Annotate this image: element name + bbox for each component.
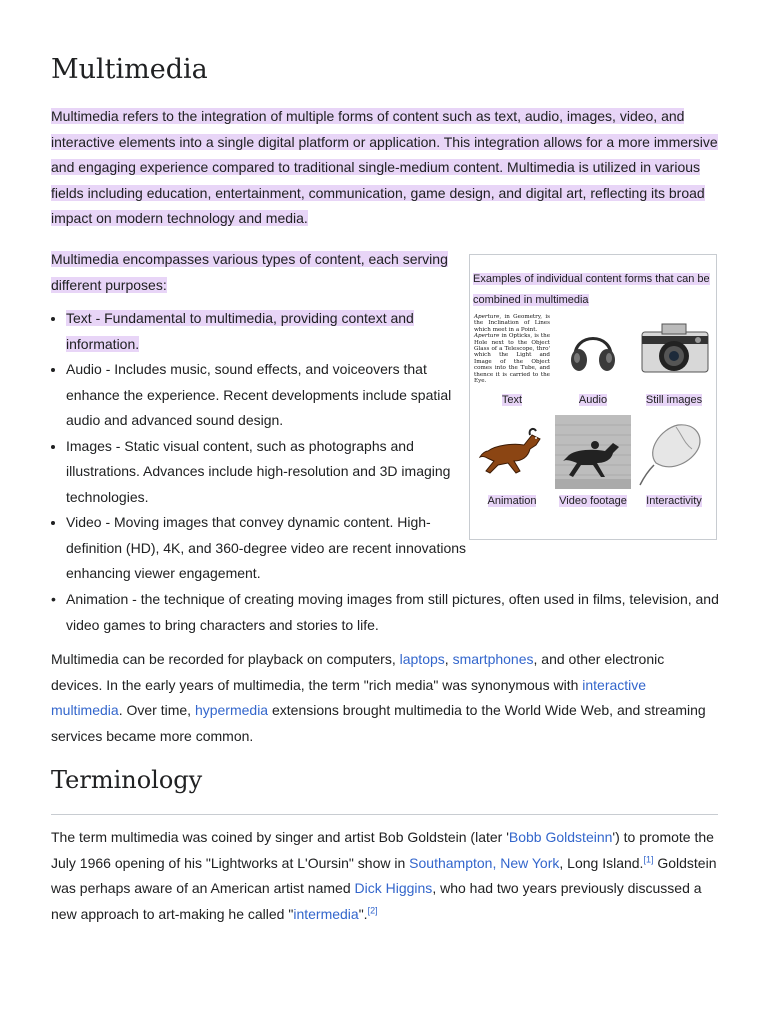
figure-cell-animation (472, 415, 552, 509)
figure-cell-still-images (634, 314, 714, 408)
list-item-animation: • Animation - the technique of creating moving images from still pictures, often used in films, television, and video games to bring characters and stories to life. (51, 587, 746, 638)
list-item-text-label: Text - Fundamental to multimedia, providing context and information. (66, 310, 414, 352)
content-types-list (51, 306, 476, 587)
figure-cell-audio (553, 314, 633, 408)
figure-cell-interactivity (634, 415, 714, 509)
figure-caption: Examples of individual content forms that can be combined in multimedia (473, 273, 710, 306)
bobb-goldsteinn-link[interactable]: Bobb Goldsteinn (508, 829, 613, 845)
text-sample-line-1 (474, 314, 550, 333)
southampton-link[interactable]: Southampton, New York (409, 854, 560, 871)
terminology-text-4: Goldstein was perhaps aware of an American artist named (51, 854, 717, 896)
playback-text-1: Multimedia can be recorded for playback on computers, (51, 651, 400, 667)
intro-text: Multimedia refers to the integration of multiple forms of content such as text, audio, images, video, and interactive elements into a single digital platform or application. This integration allows for a more immersive and engaging experience compared to traditional single-medium content. Multimedia is utilized in various fields including education, entertainment, communication, game design, and digital art, reflecting its broad impact on modern technology and media. (51, 108, 718, 226)
playback-text-3: , and other electronic devices. In the early years of multimedia, the term "rich media" was synonymous with (51, 651, 665, 693)
section-divider (51, 814, 718, 815)
playback-text-2: , (444, 651, 453, 667)
types-intro-text: Multimedia encompasses various types of content, each serving different purposes: (51, 251, 448, 293)
list-item-images: • Images - Static visual content, such as photographs and illustrations. Advances include high-resolution and 3D imaging technologies. (66, 434, 476, 511)
text-sample-title-1: Aperture, (474, 314, 502, 320)
dick-higgins-link[interactable]: Dick Higgins (354, 880, 433, 896)
terminology-text-3: , Long Island. (559, 854, 644, 871)
terminology-text-6: ". (358, 905, 368, 922)
label-animation: Animation (487, 495, 537, 507)
laptops-link[interactable]: laptops (399, 651, 445, 667)
types-intro-paragraph (51, 247, 451, 298)
smartphones-link[interactable]: smartphones (452, 651, 534, 667)
playback-text-4: . Over time, (118, 702, 195, 718)
playback-paragraph (51, 647, 719, 749)
figure-cell-text (472, 314, 552, 408)
page-title: Multimedia (51, 54, 208, 85)
content-forms-figure (469, 254, 717, 540)
running-horse-cartoon-icon (474, 415, 550, 489)
list-item-video: • Video - Moving images that convey dynamic content. High-definition (HD), 4K, and 360-degree video are recent innovations enhancing viewer engagement. (66, 510, 476, 587)
camera-icon (636, 314, 712, 388)
text-sample-image (474, 314, 550, 388)
horse-photo-sequence-image (555, 415, 631, 489)
terminology-text-5: , who had two years previously discussed a new approach to art-making he called " (51, 880, 702, 922)
hypermedia-link[interactable]: hypermedia (194, 702, 269, 718)
intermedia-link[interactable]: intermedia (293, 905, 359, 922)
reference-1-link[interactable]: [1] (643, 853, 654, 864)
figure-cell-video-footage (553, 415, 633, 509)
terminology-text-2: ') to promote the July 1966 opening of his "Lightworks at L'Oursin" show in (51, 829, 714, 871)
text-sample-body-2: in Opticks, is the Hole next to the Object Glass of a Telescope, thro' which the Light and Image of the Object comes into the Tube, and thence it is carried to the Eye. (474, 333, 551, 385)
terminology-text-1: The term multimedia was coined by singer and artist Bob Goldstein (later ' (51, 829, 509, 845)
headphones-icon (555, 314, 631, 388)
text-sample-title-2: Aperture (474, 333, 500, 340)
interactive-multimedia-link[interactable]: interactive multimedia (51, 676, 647, 718)
list-item-text (66, 306, 476, 357)
label-still-images: Still images (645, 394, 703, 406)
label-audio: Audio (578, 394, 608, 406)
reference-2-link[interactable]: [2] (367, 904, 378, 915)
intro-paragraph (51, 104, 721, 232)
computer-mouse-icon (636, 415, 712, 489)
playback-text-5: extensions brought multimedia to the World Wide Web, and streaming services became more common. (51, 702, 706, 744)
text-sample-body-1: in Geometry, is the Inclination of Lines which meet in a Point. (474, 314, 550, 333)
section-heading-terminology: Terminology (51, 766, 203, 794)
label-text: Text (501, 394, 523, 406)
terminology-paragraph (51, 825, 719, 927)
label-video-footage: Video footage (559, 495, 627, 507)
list-item-audio: • Audio - Includes music, sound effects, and voiceovers that enhance the experience. Recent developments include spatial audio and advanced sound design. (66, 357, 476, 434)
text-sample-line-2 (474, 333, 550, 384)
label-interactivity: Interactivity (646, 495, 702, 507)
